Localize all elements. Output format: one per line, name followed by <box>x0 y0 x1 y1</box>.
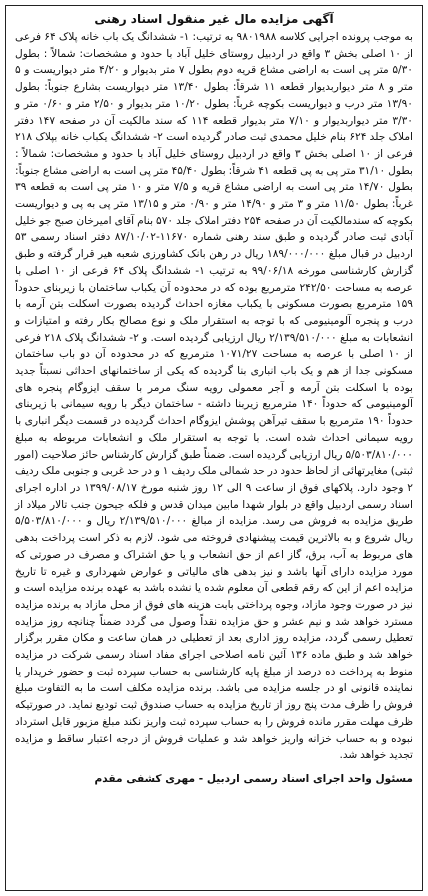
auction-notice <box>5 5 423 891</box>
notice-signature: مسئول واحد اجرای اسناد رسمی اردبیل - مهری کشفی مقدم <box>94 772 413 785</box>
notice-body: به موجب پرونده اجرایی کلاسه ۹۸۰۱۹۸۸ به ترتیب: ۱- ششدانگ یک باب خانه پلاک ۶۴ فرعی از ۱۰ اصلی بخش ۳ واقع در اردبیل روستای خلیل آباد با حدود و مشخصات: شمالاً : بطول ۵/۳۰ متر پی است به اراضی مشاع قریه دوم بطول ۷ متر بدیوار و ۴/۲۰ متر دیواریست و ۵ متر و ۸ متر دیواربدیوار قطعه ۱۱ شرقاً: بطول ۱۳/۴۰ متر دیواریست بشارع جنوباً: بطول ۱۳/۹۰ متر درب و دیواریست بکوچه غرباً: بطول ۱۰/۲۰ متر بدیوار و ۲/۵۰ متر و ۰/۶۰ متر و ۳/۳۰ متر دیواربدیوار و ۷/۱۰ متر بدیوار قطعه ۱۱۴ که سند مالکیت آن در صفحه ۱۴۷ دفتر املاک جلد ۶۲۴ بنام خلیل محمدی ثبت صادر گردیده است ۲- ششدانگ یکباب خانه بپلاک ۲۱۸ فرعی از ۱۰ اصلی بخش ۳ واقع در اردبیل روستای خلیل آباد با حدود و مشخصات: شمالاً : بطول ۳۱/۱۰ متر پی به پی قطعه ۴۱ شرقاً: بطول ۴۵/۴۰ متر پی است به اراضی مشاع جنوباً: بطول ۱۴/۷۰ متر پی است به اراضی مشاع قریه و ۷/۵ متر و ۱۰ متر پی است به قطعه ۳۹ غرباً: بطول ۱۱/۵۰ متر و ۳ متر و ۱۴/۹۰ متر و ۰/۹۰ متر و ۱۳/۱۵ متر پی به پی و دیواریست بکوچه که سندمالکیت آن در صفحه ۲۵۴ دفتر املاک جلد ۵۷۰ بنام آقای امیرخان صبح جو خلیل آبادی ثبت صادر گردیده و طبق سند رهنی شماره ۱۱۶۷۰-۸۷/۱۰/۰۲ دفتر اسناد رسمی ۵۳ اردبیل در قبال مبلغ ۱۸۹/۰۰۰/۰۰۰ ریال در رهن بانک کشاورزی شعبه هیر قرار گرفته و طبق گزارش کارشناسی مورخه ۹۹/۰۶/۱۸ به ترتیب ۱- ششدانگ پلاک ۶۴ فرعی از ۱۰ اصلی با عرصه به مساحت ۲۴۲/۵۰ مترمربع بوده که در محدوده آن یکباب ساختمان با زیربنای حدوداً ۱۵۹ مترمربع بصورت مسکونی با یکباب مغازه احداث گردیده بصورت اسکلت بتن آرمه با درب و پنجره آلومینیومی که با توجه به استقرار ملک و نوع مصالح بکار رفته و امتیازات و انشعابات به مبلغ ۲/۱۳۹/۵۱۰/۰۰۰ ریال ارزیابی گردیده است. و ۲- ششدانگ پلاک ۲۱۸ فرعی از ۱۰ اصلی با عرصه به مساحت ۱۰۷۱/۲۷ مترمربع که در محدوده آن دو باب ساختمان مسکونی جدا از هم و یک باب انباری بنا گردیده که یکی از ساختمانهای احداثی نسبتاً جدید بوده با اسکلت بتن آرمه و آجر معمولی رویه سنگ مرمر با سقف ایزوگام پنجره های آلومینیومی که حدوداً ۱۴۰ مترمربع زیربنا داشته - ساختمان دیگر با رویه سیمانی با زیربنای حدوداً ۱۹۰ مترمربع با سقف تیرآهن پوشش ایزوگام احداث گردیده در قسمت دیگر انباری با رویه سیمانی احداث شده است. با توجه به استقرار ملک و انشعابات مربوطه به مبلغ ۵/۵۰۳/۸۱۰/۰۰۰ ریال ارزیابی گردیده است. ضمناً طبق گزارش کارشناس حائز صلاحیت (امور ثبتی) مغایرتهائی از لحاظ حدود در حد شمالی ملک ردیف ۱ و در حد غربی و جنوبی ملک ردیف ۲ وجود دارد. پلاکهای فوق از ساعت ۹ الی ۱۲ روز شنبه مورخ ۱۳۹۹/۰۸/۱۷ در اداره اجرای اسناد رسمی اردبیل واقع در بلوار شهدا مابین میدان قدس و فلکه جیحون جنب تالار میلاد از طریق مزایده به فروش می رسد. مزایده از مبالغ ۲/۱۳۹/۵۱۰/۰۰۰ ریال و ۵/۵۰۳/۸۱۰/۰۰۰ ریال شروع و به بالاترین قیمت پیشنهادی فروخته می شود. لازم به ذکر است پرداخت بدهی های مربوط به آب، برق، گاز اعم از حق انشعاب و یا حق اشتراک و مصرف در صورتی که مورد مزایده دارای آنها باشد و نیز بدهی های مالیاتی و عوارض شهرداری و غیره تا تاریخ مزایده اعم از این که رقم قطعی آن معلوم شده یا نشده باشد به عهده برنده مزایده است و نیز در صورت وجود مازاد، وجوه پرداختی بابت هزینه های فوق از محل مازاد به برنده مزایده مسترد خواهد شد و نیم عشر و حق مزایده نقداً وصول می گردد ضمناً چنانچه روز مزایده تعطیل رسمی گردد، مزایده روز اداری بعد از تعطیلی در همان ساعت و مکان مقرر برگزار خواهد شد و طبق ماده ۱۳۶ آئین نامه اصلاحی اجرای مفاد اسناد رسمی شرکت در مزایده منوط به پرداخت ده درصد از مبلغ پایه کارشناسی به حساب سپرده ثبت و حضور خریدار یا نماینده قانونی او در جلسه مزایده می باشد. برنده مزایده مکلف است ما به التفاوت مبلغ فروش را ظرف مدت پنج روز از تاریخ مزایده به حساب صندوق ثبت تودیع نماید. در صورتیکه ظرف مهلت مقرر مانده فروش را به حساب سپرده ثبت واریز نکند مبلغ مزبور قابل استرداد نبوده و به حساب خزانه واریز خواهد شد و عملیات فروش از درجه اعتبار ساقط و مزایده تجدید خواهد شد. <box>15 31 414 762</box>
notice-title: آگهی مزایده مال غیر منقول اسناد رهنی <box>94 12 334 26</box>
